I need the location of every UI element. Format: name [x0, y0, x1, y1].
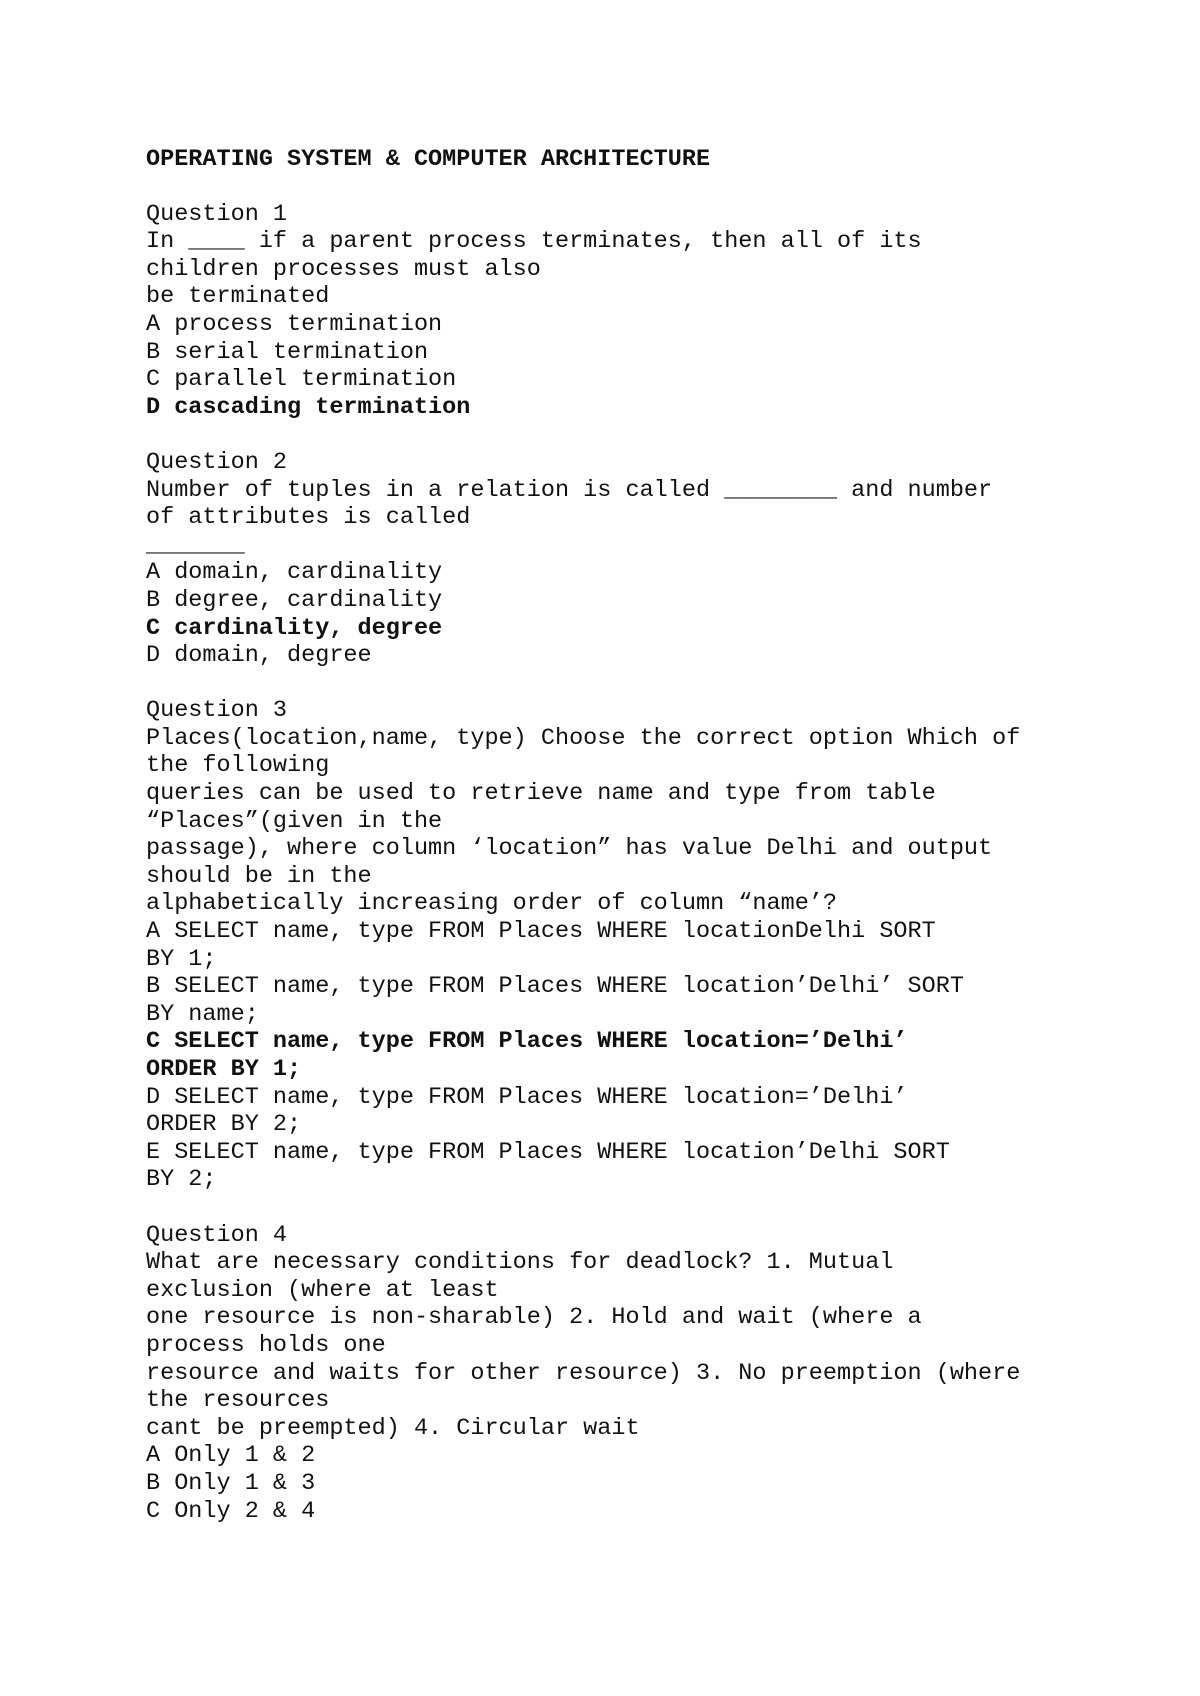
question-block [146, 697, 1106, 1194]
question-text-line: What are necessary conditions for deadlock? 1. Mutual [146, 1249, 894, 1277]
answer-option: C Only 2 & 4 [146, 1497, 316, 1525]
answer-option: A domain, cardinality [146, 559, 443, 587]
question-text-line: resource and waits for other resource) 3. No preemption (where [146, 1359, 1021, 1387]
question-text-line: alphabetically increasing order of column “name’? [146, 890, 838, 918]
question-text-line: be terminated [146, 283, 330, 311]
question-text-line: passage), where column ‘location” has value Delhi and output [146, 835, 993, 863]
answer-option-correct: D cascading termination [146, 393, 471, 421]
question-block [146, 1222, 1106, 1526]
answer-option-correct: C SELECT name, type FROM Places WHERE location=’Delhi’ ORDER BY 1; [146, 1028, 908, 1083]
answer-option: D domain, degree [146, 642, 372, 670]
question-text-line: _______ [146, 531, 245, 559]
question-text-line: exclusion (where at least [146, 1276, 499, 1304]
answer-option: A Only 1 & 2 [146, 1442, 316, 1470]
document-title: OPERATING SYSTEM & COMPUTER ARCHITECTURE [146, 146, 711, 173]
question-heading: Question 2 [146, 448, 288, 476]
answer-option: C parallel termination [146, 366, 457, 394]
question-heading: Question 3 [146, 697, 288, 725]
answer-option: B Only 1 & 3 [146, 1469, 316, 1497]
question-text-line: the resources [146, 1387, 330, 1415]
question-heading: Question 4 [146, 1221, 288, 1249]
answer-option: A SELECT name, type FROM Places WHERE locationDelhi SORT BY 1; [146, 918, 936, 973]
question-text-line: In ____ if a parent process terminates, then all of its [146, 228, 922, 256]
question-text-line: process holds one [146, 1331, 386, 1359]
question-block [146, 201, 1106, 422]
answer-option: B SELECT name, type FROM Places WHERE location’Delhi’ SORT BY name; [146, 973, 964, 1028]
question-text-line: of attributes is called [146, 504, 471, 532]
question-list [146, 201, 1106, 1526]
answer-option: A process termination [146, 310, 443, 338]
answer-option: B degree, cardinality [146, 586, 443, 614]
question-block [146, 449, 1106, 670]
question-text-line: one resource is non-sharable) 2. Hold and wait (where a [146, 1304, 922, 1332]
question-text-line: “Places”(given in the [146, 807, 443, 835]
question-text-line: children processes must also [146, 255, 541, 283]
answer-option: B serial termination [146, 338, 429, 366]
answer-option-correct: C cardinality, degree [146, 614, 443, 642]
question-heading: Question 1 [146, 200, 288, 228]
document-page [146, 146, 1106, 1553]
question-text-line: the following [146, 752, 330, 780]
question-text-line: Places(location,name, type) Choose the correct option Which of [146, 724, 1021, 752]
answer-option: D SELECT name, type FROM Places WHERE location=’Delhi’ ORDER BY 2; [146, 1083, 908, 1139]
answer-option: E SELECT name, type FROM Places WHERE location’Delhi SORT BY 2; [146, 1138, 950, 1194]
question-text-line: Number of tuples in a relation is called ________ and number [146, 476, 993, 504]
question-text-line: queries can be used to retrieve name and type from table [146, 780, 936, 808]
question-text-line: should be in the [146, 862, 372, 890]
question-text-line: cant be preempted) 4. Circular wait [146, 1414, 640, 1442]
